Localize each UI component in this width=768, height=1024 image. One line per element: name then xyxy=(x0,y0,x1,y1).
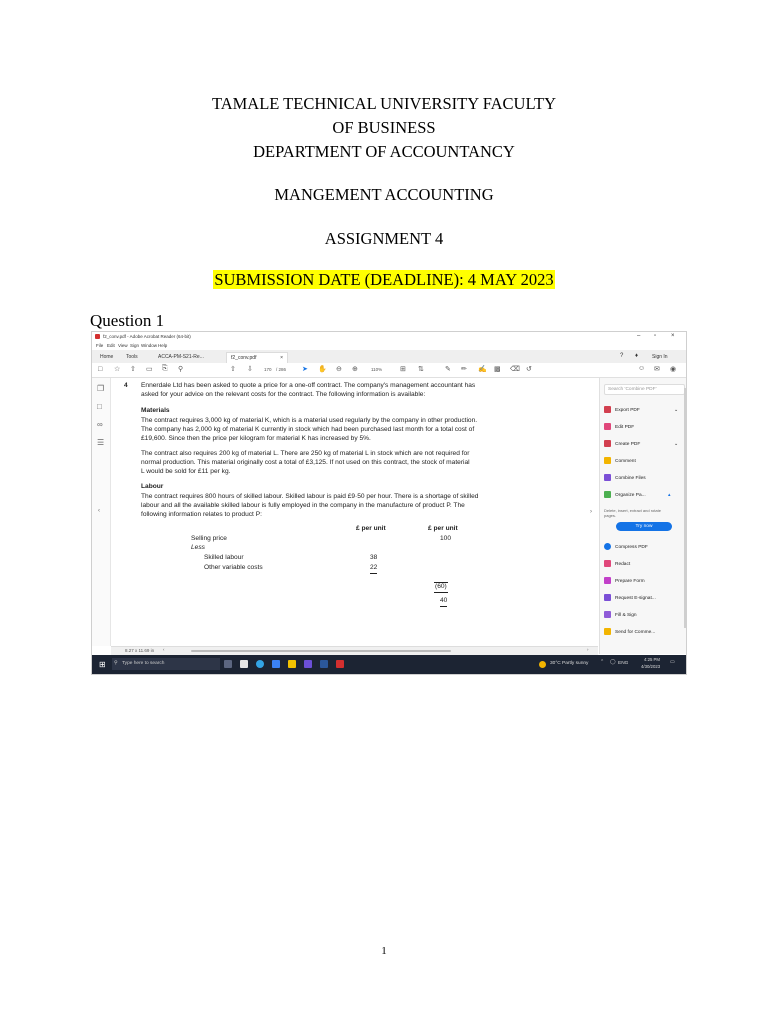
tool-label: Redact xyxy=(615,562,631,567)
deadline-line xyxy=(0,268,768,292)
contribution-value: 40 xyxy=(440,597,447,607)
crop-icon[interactable]: ⊞ xyxy=(400,366,406,373)
intro-line-2: asked for your advice on the relevant costs for the contract. The following information is available: xyxy=(141,391,426,398)
menu-edit[interactable]: Edit xyxy=(107,343,115,348)
sign-in-button[interactable]: Sign In xyxy=(652,354,668,360)
labour-line-3: following information relates to product P: xyxy=(141,511,262,518)
collapse-right-icon[interactable]: › xyxy=(590,509,592,515)
selling-price-value: 100 xyxy=(440,535,452,542)
materials-p1-line-1: The contract requires 3,000 kg of material K, which is a material used regularly by the company in other production. xyxy=(141,417,478,424)
chevron-down-icon[interactable]: ⌄ xyxy=(674,408,679,413)
search-icon: ⚲ xyxy=(114,661,118,666)
selling-price-label: Selling price xyxy=(191,535,227,542)
university-line-2: OF BUSINESS xyxy=(332,118,436,137)
labour-heading: Labour xyxy=(141,483,164,490)
tool-label: Comment xyxy=(615,459,636,464)
intro-line-1: Ennerdale Ltd has been asked to quote a price for a one-off contract. The company's management accountant has xyxy=(141,382,476,389)
table-col-2-header: £ per unit xyxy=(428,525,458,532)
scroll-left-icon[interactable]: ‹ xyxy=(163,647,165,652)
question-number: 4 xyxy=(124,382,128,389)
create-pdf-icon xyxy=(604,440,611,447)
maximize-button[interactable]: ▫ xyxy=(654,333,657,339)
edge-icon[interactable] xyxy=(256,660,264,668)
other-costs-value: 22 xyxy=(370,564,377,574)
assignment-title: ASSIGNMENT 4 xyxy=(324,229,444,248)
horizontal-scrollbar[interactable] xyxy=(191,650,451,652)
tool-redact[interactable] xyxy=(604,559,630,571)
file-icon[interactable]: ▭ xyxy=(146,366,153,373)
organize-pages-icon xyxy=(604,491,611,498)
skilled-labour-value: 38 xyxy=(370,554,378,561)
mail-icon[interactable]: ✉ xyxy=(654,366,660,373)
user-icon[interactable]: ☺ xyxy=(638,365,646,372)
star-icon[interactable]: ☆ xyxy=(114,366,121,373)
materials-p1-line-3: £19,600. Since then the price per kilogram for material K has increased by 5%. xyxy=(141,435,371,442)
word-icon[interactable] xyxy=(320,660,328,668)
zoom-out-icon[interactable]: ⊖ xyxy=(336,366,342,373)
edit-pdf-icon xyxy=(604,423,611,430)
table-col-1-header: £ per unit xyxy=(356,525,386,532)
try-now-button[interactable]: Try now xyxy=(616,522,672,531)
other-costs-label: Other variable costs xyxy=(204,564,263,571)
chevron-up-icon[interactable]: ▴ xyxy=(668,493,671,498)
tab-bar xyxy=(92,350,686,364)
zoom-in-icon[interactable]: ⊕ xyxy=(352,366,358,373)
windows-start-icon[interactable]: ⊞ xyxy=(99,660,106,669)
university-line-1: TAMALE TECHNICAL UNIVERSITY FACULTY xyxy=(211,94,557,113)
tool-create-pdf[interactable] xyxy=(604,439,679,451)
page-size-readout: 8.27 x 11.69 in xyxy=(125,648,155,653)
materials-p1-line-2: The company has 2,000 kg of material K currently in stock which had been purchased last month for a total cost of xyxy=(141,426,475,433)
highlight-icon[interactable]: ✍ xyxy=(478,366,487,373)
page-total: / 286 xyxy=(276,367,287,372)
request-esign-icon xyxy=(604,594,611,601)
collapse-left-icon[interactable]: ‹ xyxy=(98,508,100,514)
department-line: DEPARTMENT OF ACCOUNTANCY xyxy=(253,142,515,161)
store-icon[interactable] xyxy=(240,660,248,668)
page-number: 1 xyxy=(381,945,387,957)
scroll-icon[interactable]: ⇅ xyxy=(418,366,424,373)
page-size-bar xyxy=(111,646,598,655)
menu-view[interactable]: View xyxy=(118,343,128,348)
upload-icon[interactable]: ⇧ xyxy=(130,366,136,373)
tool-fill-sign[interactable] xyxy=(604,610,637,622)
help-icon[interactable]: ? xyxy=(620,353,624,359)
chevron-down-icon[interactable]: ⌄ xyxy=(674,442,679,447)
task-view-icon[interactable] xyxy=(224,660,232,668)
skilled-labour-label: Skilled labour xyxy=(204,554,244,561)
tool-label: Fill & Sign xyxy=(615,613,637,618)
notifications-icon[interactable]: ▭ xyxy=(670,660,675,665)
tool-label: Compress PDF xyxy=(615,545,648,550)
zoom-level[interactable]: 110% xyxy=(371,367,383,372)
tab-label: f2_conv.pdf xyxy=(231,355,257,361)
compress-pdf-icon xyxy=(604,543,611,550)
tool-label: Organize Pa... xyxy=(615,493,646,498)
tool-label: Request E-signat... xyxy=(615,596,656,601)
pages-icon[interactable]: ❐ xyxy=(97,384,105,393)
materials-heading: Materials xyxy=(141,407,170,414)
tool-combine-files[interactable] xyxy=(604,473,646,485)
tray-chevron-icon[interactable]: ⌃ xyxy=(600,660,605,665)
tool-organize-pages[interactable] xyxy=(604,490,671,502)
weather-icon xyxy=(539,661,546,668)
clock-time[interactable]: 4:25 PM xyxy=(644,657,661,662)
pdf-page-content xyxy=(111,378,598,646)
teams-icon[interactable] xyxy=(304,660,312,668)
tool-request-esign[interactable] xyxy=(604,593,656,605)
menu-window[interactable]: Window xyxy=(141,343,158,348)
deadline-highlight: SUBMISSION DATE (DEADLINE): 4 MAY 2023 xyxy=(214,270,554,289)
tool-label: Prepare Form xyxy=(615,579,645,584)
tool-label: Send for Comme... xyxy=(615,630,656,635)
tool-export-pdf[interactable] xyxy=(604,405,679,417)
send-comments-icon xyxy=(604,628,611,635)
tool-comment[interactable] xyxy=(604,456,636,468)
tool-prepare-form[interactable] xyxy=(604,576,645,588)
layers-icon[interactable]: ☰ xyxy=(97,438,105,447)
tools-search-input[interactable]: Search 'Combine PDF' xyxy=(604,384,685,395)
pen-icon[interactable]: ✏ xyxy=(461,366,467,373)
right-tools-panel xyxy=(599,378,687,654)
comment-icon[interactable]: ✎ xyxy=(445,366,451,373)
minimize-button[interactable]: – xyxy=(637,333,641,339)
taskbar-search-input[interactable] xyxy=(112,658,220,670)
materials-p2-line-3: L would be sold for £11 per kg. xyxy=(141,468,231,475)
mail-app-icon[interactable] xyxy=(272,660,280,668)
taskbar-search-text: Type here to search xyxy=(122,661,165,666)
file-explorer-icon[interactable] xyxy=(288,660,296,668)
redact-icon xyxy=(604,560,611,567)
window-title: f2_conv.pdf - Adobe Acrobat Reader (64-bit) xyxy=(103,334,191,339)
tab-acca-pdf[interactable]: ACCA-PM-S21-Re... xyxy=(158,354,204,360)
embedded-screenshot xyxy=(91,331,687,675)
tool-label: Combine Files xyxy=(615,476,646,481)
language-indicator[interactable]: ENG xyxy=(618,661,629,666)
tab-close-icon[interactable]: × xyxy=(280,355,283,361)
prepare-form-icon xyxy=(604,577,611,584)
page-current[interactable]: 170 xyxy=(264,367,272,372)
save-icon[interactable]: □ xyxy=(98,366,103,373)
tool-edit-pdf[interactable] xyxy=(604,422,634,434)
hand-icon[interactable]: ✋ xyxy=(318,366,327,373)
question-label: Question 1 xyxy=(90,311,165,330)
windows-taskbar xyxy=(92,655,686,674)
undo-icon[interactable]: ↺ xyxy=(526,366,532,373)
bell-icon[interactable]: ♦ xyxy=(635,353,639,359)
scroll-right-icon[interactable]: › xyxy=(587,647,589,652)
comment-icon xyxy=(604,457,611,464)
page-down-icon[interactable]: ⇩ xyxy=(247,366,253,373)
labour-line-1: The contract requires 800 hours of skilled labour. Skilled labour is paid £9·50 per hour. There is a shortage of skilled xyxy=(141,493,479,500)
total-costs-value: (60) xyxy=(434,582,448,593)
materials-p2-line-2: normal production. This material originally cost a total of £3,125. If not used on this contract, the stock of material xyxy=(141,459,470,466)
tool-compress-pdf[interactable] xyxy=(604,542,648,554)
menu-help[interactable]: Help xyxy=(158,343,168,348)
combine-files-icon xyxy=(604,474,611,481)
labour-line-2: labour and all the available skilled labour is fully employed in the company in the manufacture of product P. The xyxy=(141,502,465,509)
acrobat-toolbar xyxy=(92,363,686,378)
print-icon[interactable]: ⎘ xyxy=(162,365,168,372)
course-title: MANGEMENT ACCOUNTING xyxy=(274,185,494,204)
search-icon[interactable]: ⚲ xyxy=(178,366,184,373)
panel-scrollbar[interactable] xyxy=(684,388,686,628)
close-window-button[interactable]: × xyxy=(671,333,675,339)
organize-promo-text: Delete, insert, extract and rotate pages. xyxy=(604,508,661,518)
tool-send-comments[interactable] xyxy=(604,627,655,639)
select-cursor-icon[interactable]: ➤ xyxy=(302,366,308,373)
attachment-icon[interactable]: ∞ xyxy=(97,420,103,429)
weather-text[interactable]: 30°C Partly sunny xyxy=(550,661,589,666)
bookmark-icon[interactable]: □ xyxy=(97,402,102,411)
tool-label: Create PDF xyxy=(615,442,641,447)
tool-label: Export PDF xyxy=(615,408,640,413)
account-icon[interactable]: ◉ xyxy=(670,366,677,373)
export-pdf-icon xyxy=(604,406,611,413)
left-navigation-rail xyxy=(92,378,111,646)
trash-icon[interactable]: ⌫ xyxy=(510,366,520,373)
clock-date[interactable]: 4/30/2023 xyxy=(641,664,661,669)
network-icon[interactable]: ◯ xyxy=(610,660,616,665)
acrobat-icon xyxy=(95,334,100,339)
tool-label: Edit PDF xyxy=(615,425,635,430)
menu-file[interactable]: File xyxy=(96,343,104,348)
materials-p2-line-1: The contract also requires 200 kg of material L. There are 250 kg of material L in stock which are not required for xyxy=(141,450,470,457)
tab-home[interactable]: Home xyxy=(100,354,114,360)
window-title-bar xyxy=(92,332,686,342)
acrobat-taskbar-icon[interactable] xyxy=(336,660,344,668)
page-up-icon[interactable]: ⇧ xyxy=(230,366,236,373)
menu-bar xyxy=(92,342,686,350)
menu-sign[interactable]: Sign xyxy=(130,343,140,348)
tab-tools[interactable]: Tools xyxy=(126,354,138,360)
less-label: Less xyxy=(191,544,205,551)
fill-sign-icon xyxy=(604,611,611,618)
stamp-icon[interactable]: ▩ xyxy=(494,366,501,373)
